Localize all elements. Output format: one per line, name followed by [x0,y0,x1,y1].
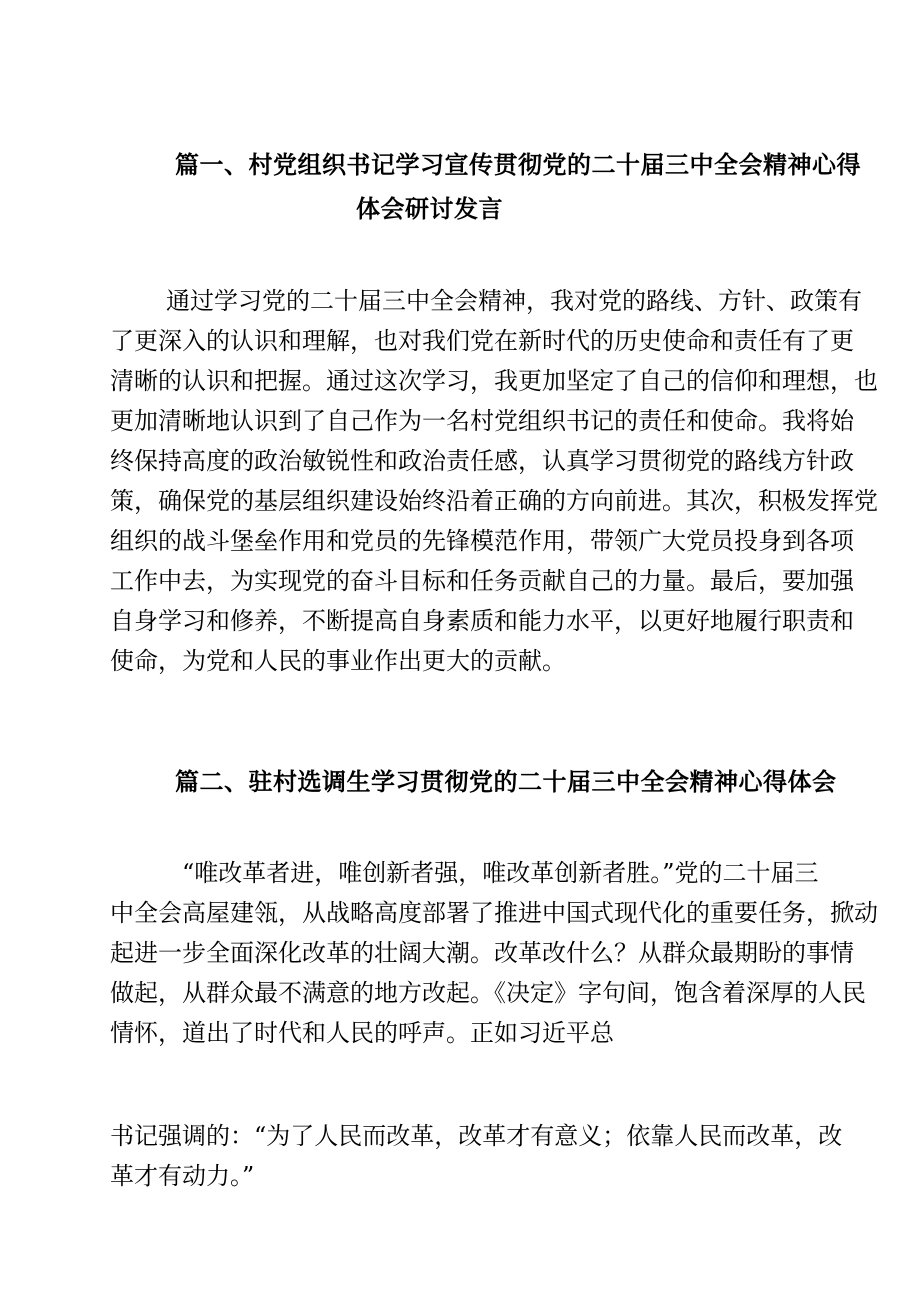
paragraph-line: 革才有动力。” [110,1162,255,1190]
paragraph-line: 起进一步全面深化改革的壮阔大潮。改革改什么？从群众最期盼的事情 [110,939,854,967]
paragraph-line: 书记强调的：“为了人民而改革，改革才有意义；依靠人民而改革，改 [110,1122,843,1150]
section2-title: 篇二、驻村选调生学习贯彻党的二十届三中全会精神心得体会 [175,767,837,796]
paragraph-line: 终保持高度的政治敏锐性和政治责任感，认真学习贯彻党的路线方针政 [110,447,854,475]
paragraph-line: 清晰的认识和把握。通过这次学习，我更加坚定了自己的信仰和理想，也 [110,367,878,395]
paragraph-line: 做起，从群众最不满意的地方改起。《决定》字句间，饱含着深厚的人民 [110,979,866,1007]
section2-paragraph-continued [110,1116,843,1196]
section2-paragraph [110,853,878,1053]
section1-paragraph [110,281,878,681]
paragraph-line: 自身学习和修养，不断提高自身素质和能力水平，以更好地履行职责和 [110,607,854,635]
paragraph-line: 更加清晰地认识到了自己作为一名村党组织书记的责任和使命。我将始 [110,407,854,435]
section1-title-line1: 篇一、村党组织书记学习宣传贯彻党的二十届三中全会精神心得 [175,150,861,179]
section1-title-line2: 体会研讨发言 [356,194,503,223]
paragraph-line: 使命，为党和人民的事业作出更大的贡献。 [110,647,566,675]
paragraph-line: 组织的战斗堡垒作用和党员的先锋模范作用，带领广大党员投身到各项 [110,527,854,555]
paragraph-line: 中全会高屋建瓴，从战略高度部署了推进中国式现代化的重要任务，掀动 [110,899,878,927]
paragraph-line: 情怀，道出了时代和人民的呼声。正如习近平总 [110,1019,614,1047]
paragraph-line: 通过学习党的二十届三中全会精神，我对党的路线、方针、政策有 [166,287,862,315]
paragraph-line: 了更深入的认识和理解，也对我们党在新时代的历史使命和责任有了更 [110,327,854,355]
paragraph-line: 策，确保党的基层组织建设始终沿着正确的方向前进。其次，积极发挥党 [110,487,878,515]
paragraph-line: “唯改革者进，唯创新者强，唯改革创新者胜。”党的二十届三 [182,859,819,887]
paragraph-line: 工作中去，为实现党的奋斗目标和任务贡献自己的力量。最后，要加强 [110,567,854,595]
